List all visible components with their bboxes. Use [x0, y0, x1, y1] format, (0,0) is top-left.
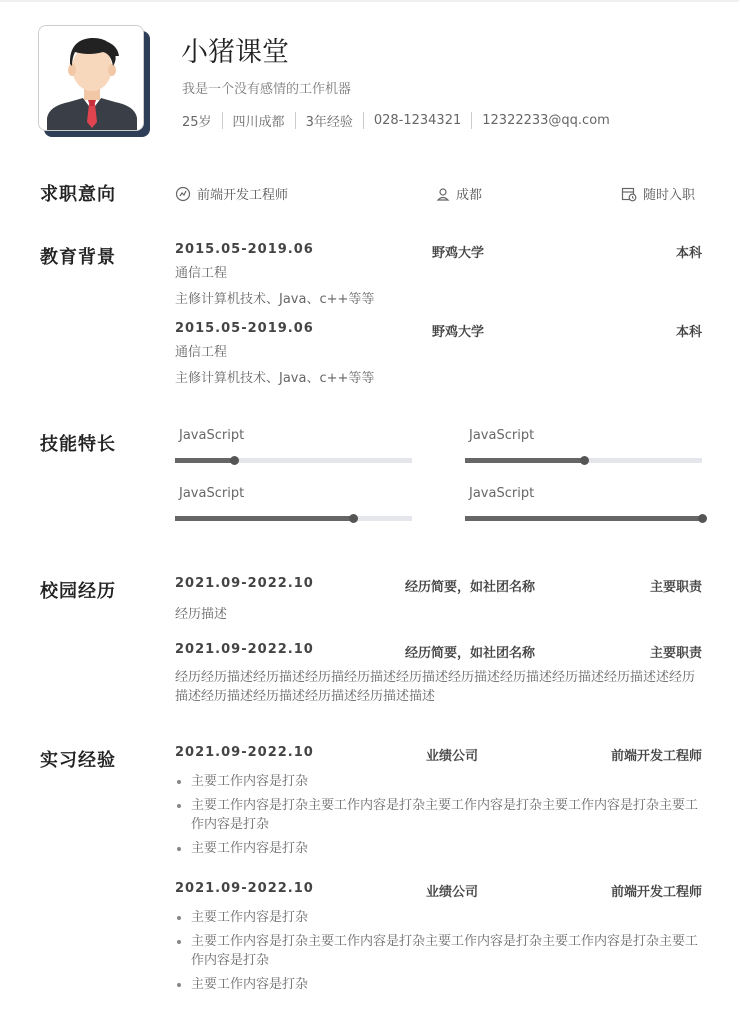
education-item	[175, 242, 702, 307]
list-item: 主要工作内容是打杂	[175, 772, 702, 791]
skill-name: JavaScript	[179, 428, 245, 443]
intent-availability: 随时入职	[621, 184, 695, 203]
internship-item	[175, 745, 702, 858]
skill-item	[175, 428, 412, 443]
intern-company: 业绩公司	[426, 885, 479, 900]
edu-courses: 主修计算机技术、Java、c++等等	[175, 292, 375, 307]
skill-name: JavaScript	[179, 486, 245, 501]
info-experience: 3年经验	[305, 115, 353, 130]
internship-list	[175, 745, 702, 999]
avatar-portrait-icon	[39, 26, 144, 131]
info-age: 25岁	[182, 115, 212, 130]
skill-name: JavaScript	[469, 486, 535, 501]
job-intent-row	[175, 184, 702, 202]
top-border	[0, 0, 739, 2]
intern-period: 2021.09-2022.10	[175, 881, 314, 896]
campus-summary: 经历简要，如社团名称	[405, 646, 536, 661]
intern-duties	[175, 908, 702, 994]
divider	[222, 112, 223, 129]
campus-item	[175, 642, 702, 706]
intern-title: 前端开发工程师	[610, 749, 702, 764]
education-item	[175, 321, 702, 386]
campus-role: 主要职责	[649, 580, 702, 595]
skill-item	[465, 486, 702, 501]
education-list	[175, 242, 702, 386]
skill-bar-knob	[349, 514, 358, 523]
section-title-campus: 校园经历	[40, 581, 116, 602]
divider	[471, 112, 472, 129]
list-item: 主要工作内容是打杂	[175, 908, 702, 927]
intern-title: 前端开发工程师	[610, 885, 702, 900]
calendar-icon	[621, 186, 637, 202]
avatar	[38, 25, 151, 138]
section-title-intent: 求职意向	[40, 184, 116, 205]
edu-period: 2015.05-2019.06	[175, 242, 314, 257]
campus-summary: 经历简要，如社团名称	[405, 580, 536, 595]
section-title-internship: 实习经验	[40, 750, 116, 771]
candidate-motto: 我是一个没有感情的工作机器	[182, 82, 352, 97]
info-phone: 028-1234321	[373, 113, 462, 128]
skill-bar	[175, 458, 412, 463]
skill-bar	[465, 516, 702, 521]
edu-degree: 本科	[675, 325, 702, 340]
info-email: 12322233@qq.com	[482, 113, 610, 128]
list-item: 主要工作内容是打杂主要工作内容是打杂主要工作内容是打杂主要工作内容是打杂主要工作内容是打杂	[175, 932, 702, 970]
location-icon	[436, 186, 450, 202]
campus-desc: 经历经历描述经历描述经历描经历描述经历描述经历描述经历描述经历描述经历描述述经历描述经历描述经历描述经历描述经历描述描述	[175, 670, 696, 704]
skill-item	[175, 486, 412, 501]
intent-city: 成都	[436, 184, 482, 203]
edu-school: 野鸡大学	[432, 246, 485, 261]
edu-period: 2015.05-2019.06	[175, 321, 314, 336]
list-item: 主要工作内容是打杂主要工作内容是打杂主要工作内容是打杂主要工作内容是打杂主要工作内容是打杂	[175, 796, 702, 834]
info-location: 四川成都	[232, 115, 285, 130]
intern-duties	[175, 772, 702, 858]
edu-major: 通信工程	[175, 345, 228, 360]
skill-bar-fill	[175, 516, 353, 521]
section-title-skills: 技能特长	[40, 434, 116, 455]
basic-info	[182, 111, 610, 130]
candidate-name: 小猪课堂	[181, 37, 289, 68]
skill-bar-knob	[698, 514, 707, 523]
edu-school: 野鸡大学	[432, 325, 485, 340]
intent-position: 前端开发工程师	[175, 184, 288, 203]
section-title-education: 教育背景	[40, 247, 116, 268]
campus-item	[175, 576, 702, 622]
campus-period: 2021.09-2022.10	[175, 576, 314, 591]
skill-bar-fill	[175, 458, 234, 463]
skill-bar-knob	[230, 456, 239, 465]
internship-item	[175, 881, 702, 994]
skill-bar-knob	[580, 456, 589, 465]
list-item: 主要工作内容是打杂	[175, 975, 702, 994]
skill-bar-fill	[465, 458, 584, 463]
edu-major: 通信工程	[175, 266, 228, 281]
skill-item	[465, 428, 702, 443]
list-item: 主要工作内容是打杂	[175, 839, 702, 858]
skill-name: JavaScript	[469, 428, 535, 443]
campus-desc: 经历描述	[175, 607, 228, 622]
intern-company: 业绩公司	[426, 749, 479, 764]
edu-degree: 本科	[675, 246, 702, 261]
intern-period: 2021.09-2022.10	[175, 745, 314, 760]
divider	[295, 112, 296, 129]
campus-period: 2021.09-2022.10	[175, 642, 314, 657]
skill-bar	[465, 458, 702, 463]
campus-role: 主要职责	[649, 646, 702, 661]
position-icon	[175, 186, 191, 202]
skill-bar-fill	[465, 516, 702, 521]
campus-list	[175, 576, 702, 706]
divider	[363, 112, 364, 129]
skill-bar	[175, 516, 412, 521]
edu-courses: 主修计算机技术、Java、c++等等	[175, 371, 375, 386]
